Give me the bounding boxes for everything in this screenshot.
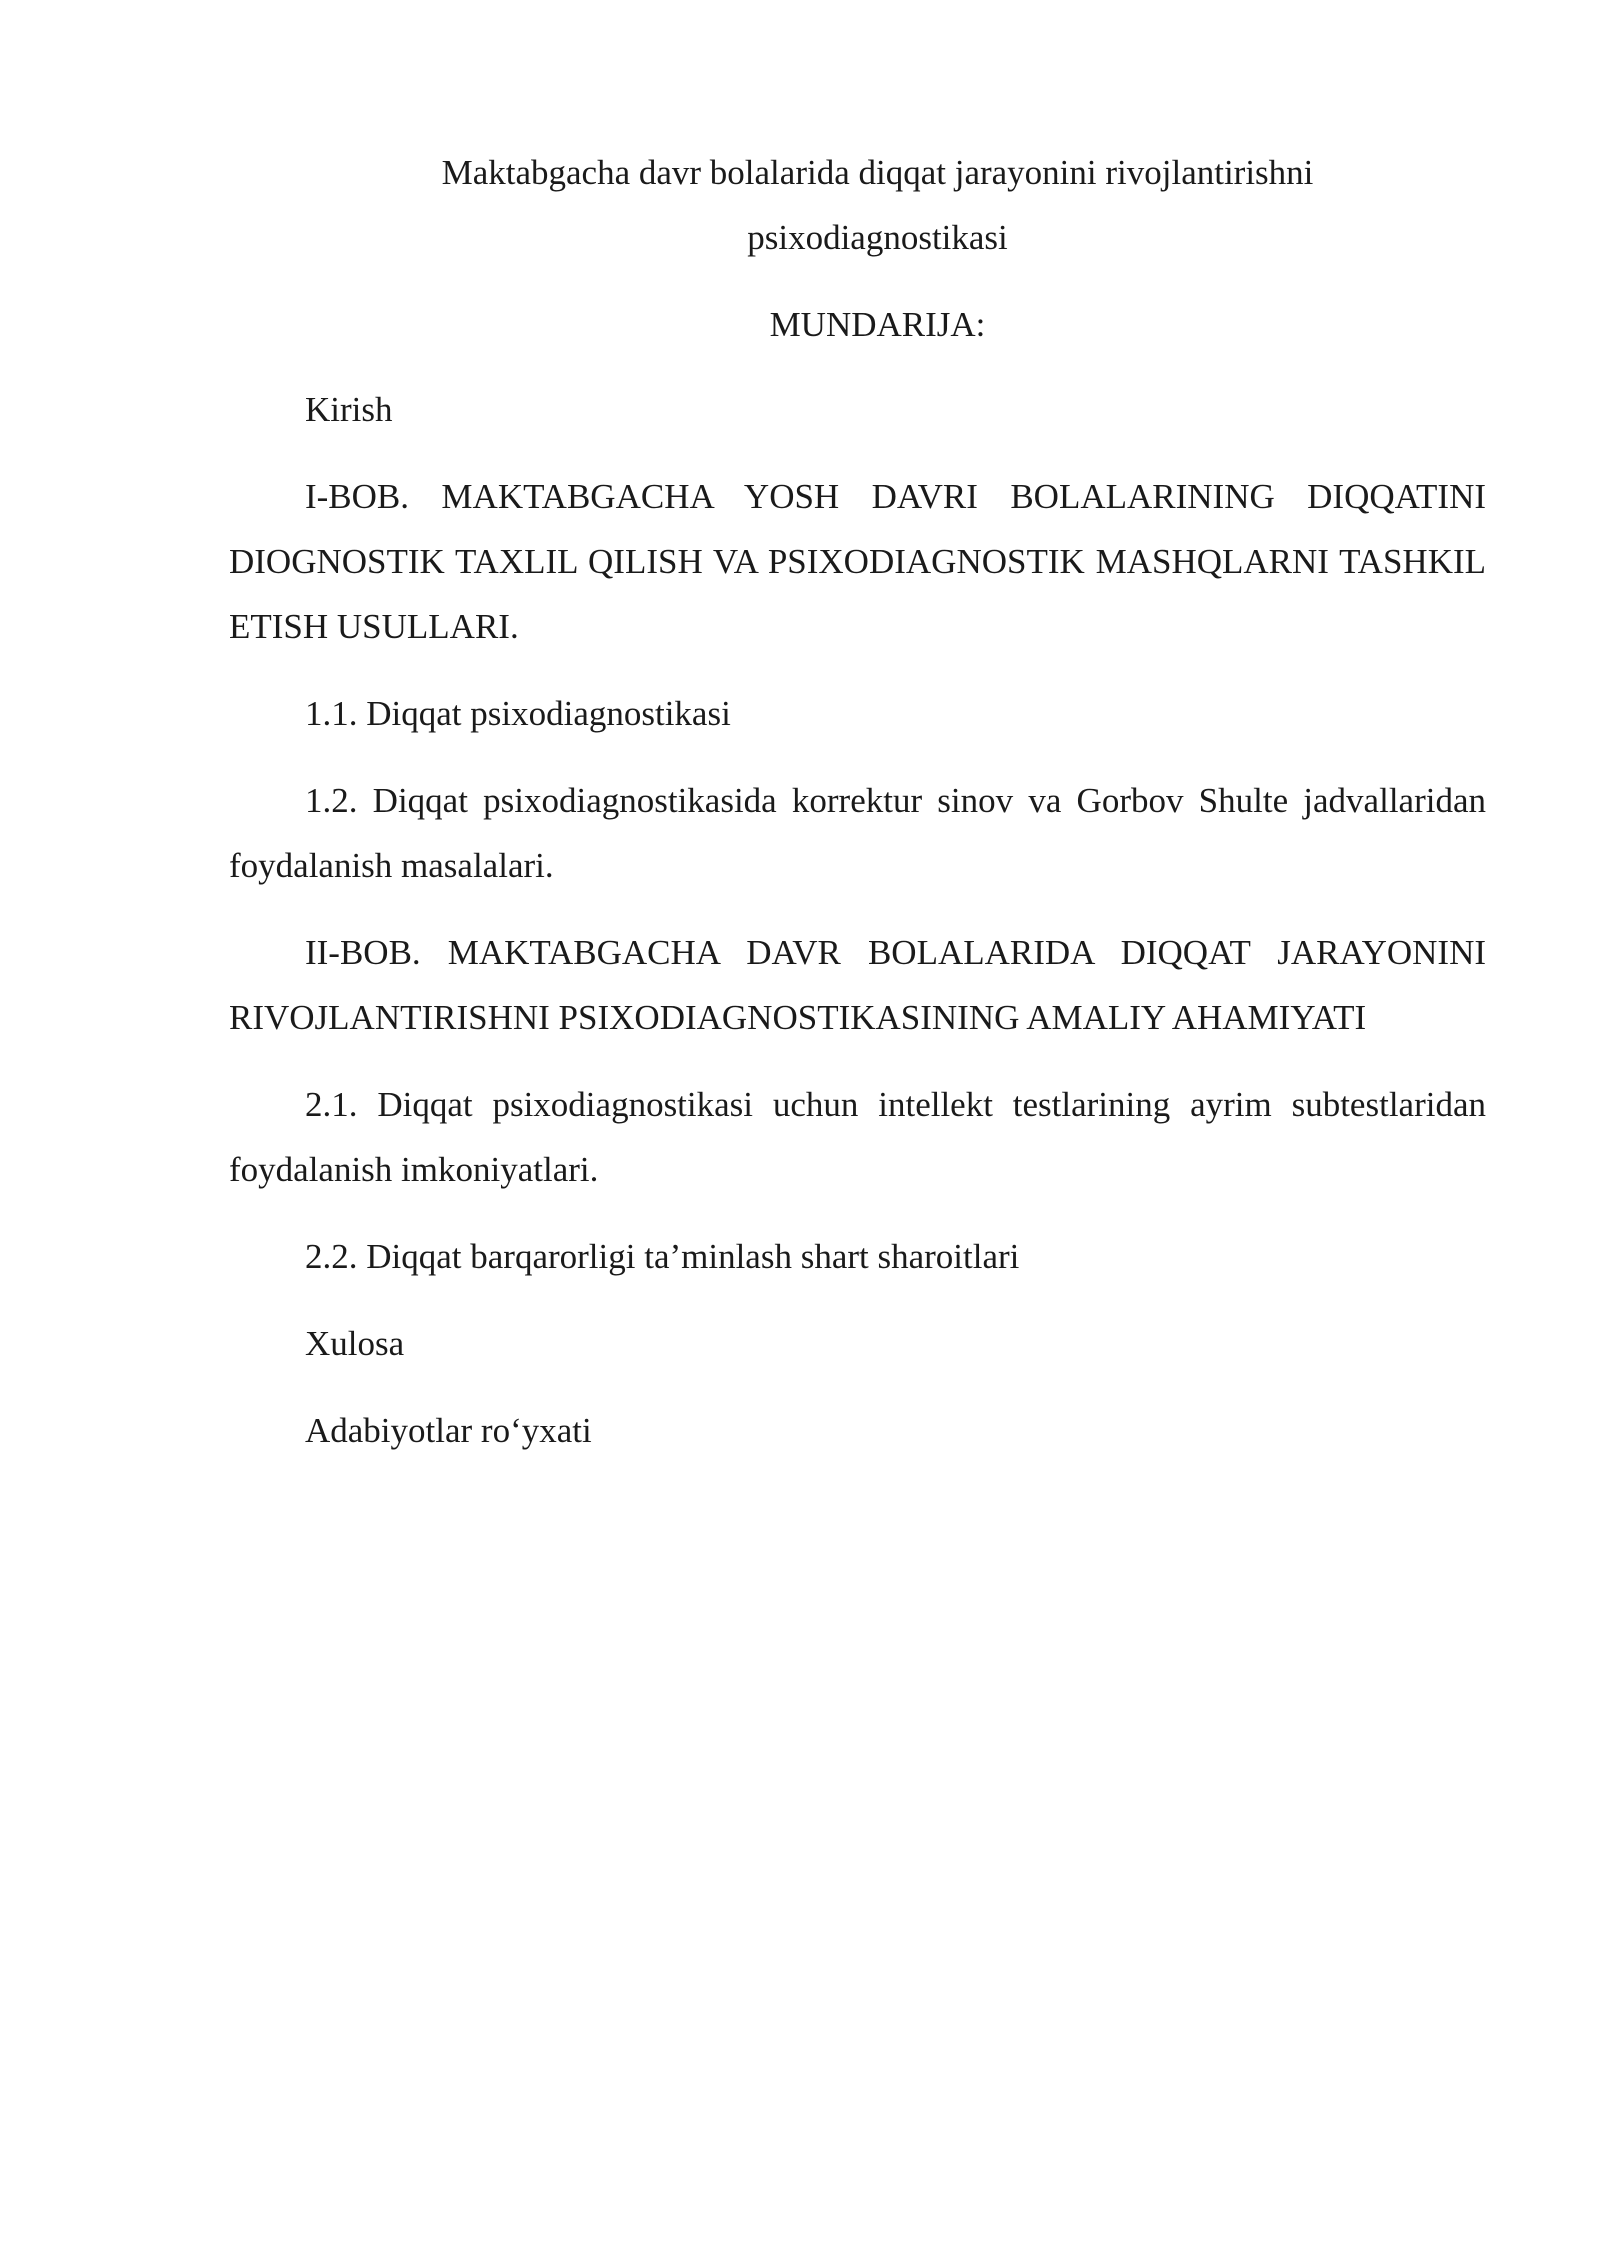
toc-item-section-1-1: 1.1. Diqqat psixodiagnostikasi <box>305 694 731 733</box>
toc-item-xulosa: Xulosa <box>305 1324 405 1363</box>
toc-item-section-2-2: 2.2. Diqqat barqarorligi ta’minlash shart sharoitlari <box>305 1237 1020 1276</box>
document-page <box>229 140 1486 1485</box>
table-of-contents <box>229 377 1486 1463</box>
toc-item-adabiyotlar: Adabiyotlar ro‘yxati <box>305 1411 592 1450</box>
toc-item-chapter-2: II-BOB. MAKTABGACHA DAVR BOLALARIDA DIQQAT JARAYONINI RIVOJLANTIRISHNI PSIXODIAGNOSTIKASINING AMALIY AHAMIYATI <box>229 933 1486 1037</box>
document-title <box>229 140 1486 270</box>
toc-item-section-1-2: 1.2. Diqqat psixodiagnostikasida korrektur sinov va Gorbov Shulte jadvallaridan foydalanish masalalari. <box>229 781 1486 885</box>
toc-item-section-2-1: 2.1. Diqqat psixodiagnostikasi uchun intellekt testlarining ayrim subtestlaridan foydalanish imkoniyatlari. <box>229 1085 1486 1189</box>
title-line-2: psixodiagnostikasi <box>747 218 1008 257</box>
toc-item-chapter-1: I-BOB. MAKTABGACHA YOSH DAVRI BOLALARINING DIQQATINI DIOGNOSTIK TAXLIL QILISH VA PSIXODIAGNOSTIK MASHQLARNI TASHKIL ETISH USULLARI. <box>229 477 1486 646</box>
toc-item-kirish: Kirish <box>305 390 393 429</box>
toc-heading: MUNDARIJA: <box>769 305 986 344</box>
title-line-1: Maktabgacha davr bolalarida diqqat jarayonini rivojlantirishni <box>441 153 1314 192</box>
